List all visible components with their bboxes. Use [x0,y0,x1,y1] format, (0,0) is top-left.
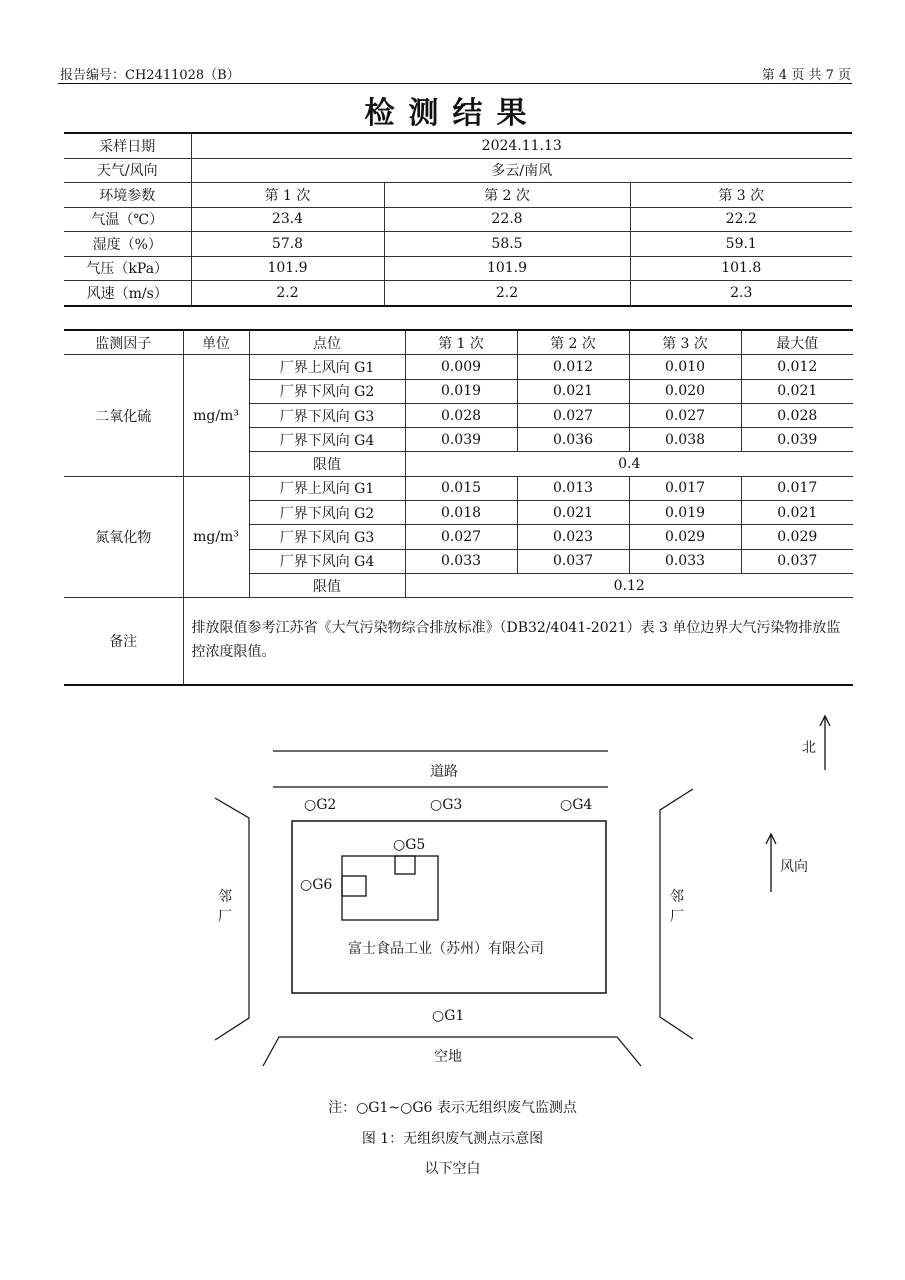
value-cell: 0.019 [405,379,517,403]
value-cell: 0.023 [517,525,629,549]
table-row [64,355,853,379]
remark-text: 排放限值参考江苏省《大气污染物综合排放标准》（DB32/4041-2021）表 3 单位边界大气污染物排放监控浓度限值。 [183,598,853,686]
value-cell: 0.028 [405,403,517,427]
point-g3: ○G3 [430,797,463,813]
column-header: 点位 [249,330,405,355]
table-row [64,158,852,183]
column-header: 最大值 [741,330,853,355]
figure-caption: 图 1：无组织废气测点示意图 [361,1131,544,1147]
g5-structure [395,856,415,874]
max-value: 0.021 [741,379,853,403]
param-label: 风速（m/s） [64,281,191,306]
table-row [64,183,852,208]
param-value: 2.2 [191,281,384,306]
value-cell: 0.027 [405,525,517,549]
point-name: 厂界下风向 G4 [249,549,405,573]
page-title: 检测结果 [364,96,541,131]
limit-label: 限值 [249,452,405,476]
table-row [64,133,852,158]
sampling-date: 2024.11.13 [191,133,852,158]
point-g5: ○G5 [393,837,426,853]
road-label: 道路 [430,764,458,780]
point-g1: ○G1 [432,1008,465,1024]
table-header-row [64,330,853,355]
max-value: 0.012 [741,355,853,379]
blank-note: 以下空白 [424,1161,481,1177]
table-row [64,232,852,257]
value-cell: 0.010 [629,355,741,379]
param-value: 2.2 [384,281,630,306]
param-value: 58.5 [384,232,630,257]
value-cell: 0.020 [629,379,741,403]
params-label: 环境参数 [64,183,191,208]
max-value: 0.037 [741,549,853,573]
factor-name: 氮氧化物 [64,476,183,597]
unit: mg/m³ [183,355,249,476]
remark-label: 备注 [64,598,183,686]
diagram-note: 注：○G1~○G6 表示无组织废气监测点 [328,1100,577,1116]
column-header: 单位 [183,330,249,355]
param-value: 101.9 [191,256,384,281]
param-value: 59.1 [630,232,852,257]
value-cell: 0.033 [629,549,741,573]
g6-structure [342,876,366,896]
point-name: 厂界下风向 G4 [249,428,405,452]
empty-land-label: 空地 [434,1049,462,1065]
report-number: 报告编号：CH2411028（B） [60,68,240,83]
value-cell: 0.029 [629,525,741,549]
value-cell: 0.039 [405,428,517,452]
max-value: 0.029 [741,525,853,549]
sampling-date-label: 采样日期 [64,133,191,158]
remark-row [64,598,853,686]
max-value: 0.039 [741,428,853,452]
param-value: 101.9 [384,256,630,281]
param-value: 23.4 [191,207,384,232]
param-value: 2.3 [630,281,852,306]
company-name: 富士食品工业（苏州）有限公司 [348,941,544,957]
results-table [64,329,853,686]
point-name: 厂界下风向 G3 [249,403,405,427]
limit-value: 0.4 [405,452,853,476]
value-cell: 0.021 [517,501,629,525]
value-cell: 0.015 [405,476,517,500]
north-label: 北 [802,740,816,756]
factory-boundary [292,821,606,993]
value-cell: 0.021 [517,379,629,403]
header-rule [58,83,852,84]
weather-value: 多云/南风 [191,158,852,183]
value-cell: 0.013 [517,476,629,500]
param-label: 气温（℃） [64,207,191,232]
value-cell: 0.017 [629,476,741,500]
point-g6: ○G6 [300,877,333,893]
round-header: 第 3 次 [630,183,852,208]
max-value: 0.021 [741,501,853,525]
point-g4: ○G4 [560,797,593,813]
value-cell: 0.037 [517,549,629,573]
param-value: 101.8 [630,256,852,281]
param-label: 湿度（%） [64,232,191,257]
point-name: 厂界下风向 G2 [249,379,405,403]
value-cell: 0.019 [629,501,741,525]
point-name: 厂界上风向 G1 [249,355,405,379]
round-header: 第 1 次 [191,183,384,208]
point-name: 厂界下风向 G2 [249,501,405,525]
value-cell: 0.036 [517,428,629,452]
limit-value: 0.12 [405,573,853,597]
column-header: 第 1 次 [405,330,517,355]
point-name: 厂界下风向 G3 [249,525,405,549]
value-cell: 0.027 [629,403,741,427]
param-value: 22.2 [630,207,852,232]
wind-label: 风向 [780,859,808,875]
param-value: 22.8 [384,207,630,232]
param-label: 气压（kPa） [64,256,191,281]
environment-table [64,132,852,307]
max-value: 0.028 [741,403,853,427]
value-cell: 0.012 [517,355,629,379]
point-name: 厂界上风向 G1 [249,476,405,500]
sampling-diagram [0,700,905,1120]
factor-name: 二氧化硫 [64,355,183,476]
weather-label: 天气/风向 [64,158,191,183]
table-row [64,476,853,500]
value-cell: 0.038 [629,428,741,452]
limit-label: 限值 [249,573,405,597]
point-g2: ○G2 [304,797,337,813]
column-header: 第 2 次 [517,330,629,355]
column-header: 第 3 次 [629,330,741,355]
table-row [64,207,852,232]
column-header: 监测因子 [64,330,183,355]
value-cell: 0.027 [517,403,629,427]
right-neighbor-label: 邻厂 [670,889,684,925]
left-neighbor-label: 邻厂 [218,889,232,925]
value-cell: 0.033 [405,549,517,573]
max-value: 0.017 [741,476,853,500]
value-cell: 0.018 [405,501,517,525]
table-row [64,281,852,306]
table-row [64,256,852,281]
factory-building [342,856,438,920]
page-number: 第 4 页 共 7 页 [761,68,851,83]
value-cell: 0.009 [405,355,517,379]
unit: mg/m³ [183,476,249,597]
param-value: 57.8 [191,232,384,257]
round-header: 第 2 次 [384,183,630,208]
